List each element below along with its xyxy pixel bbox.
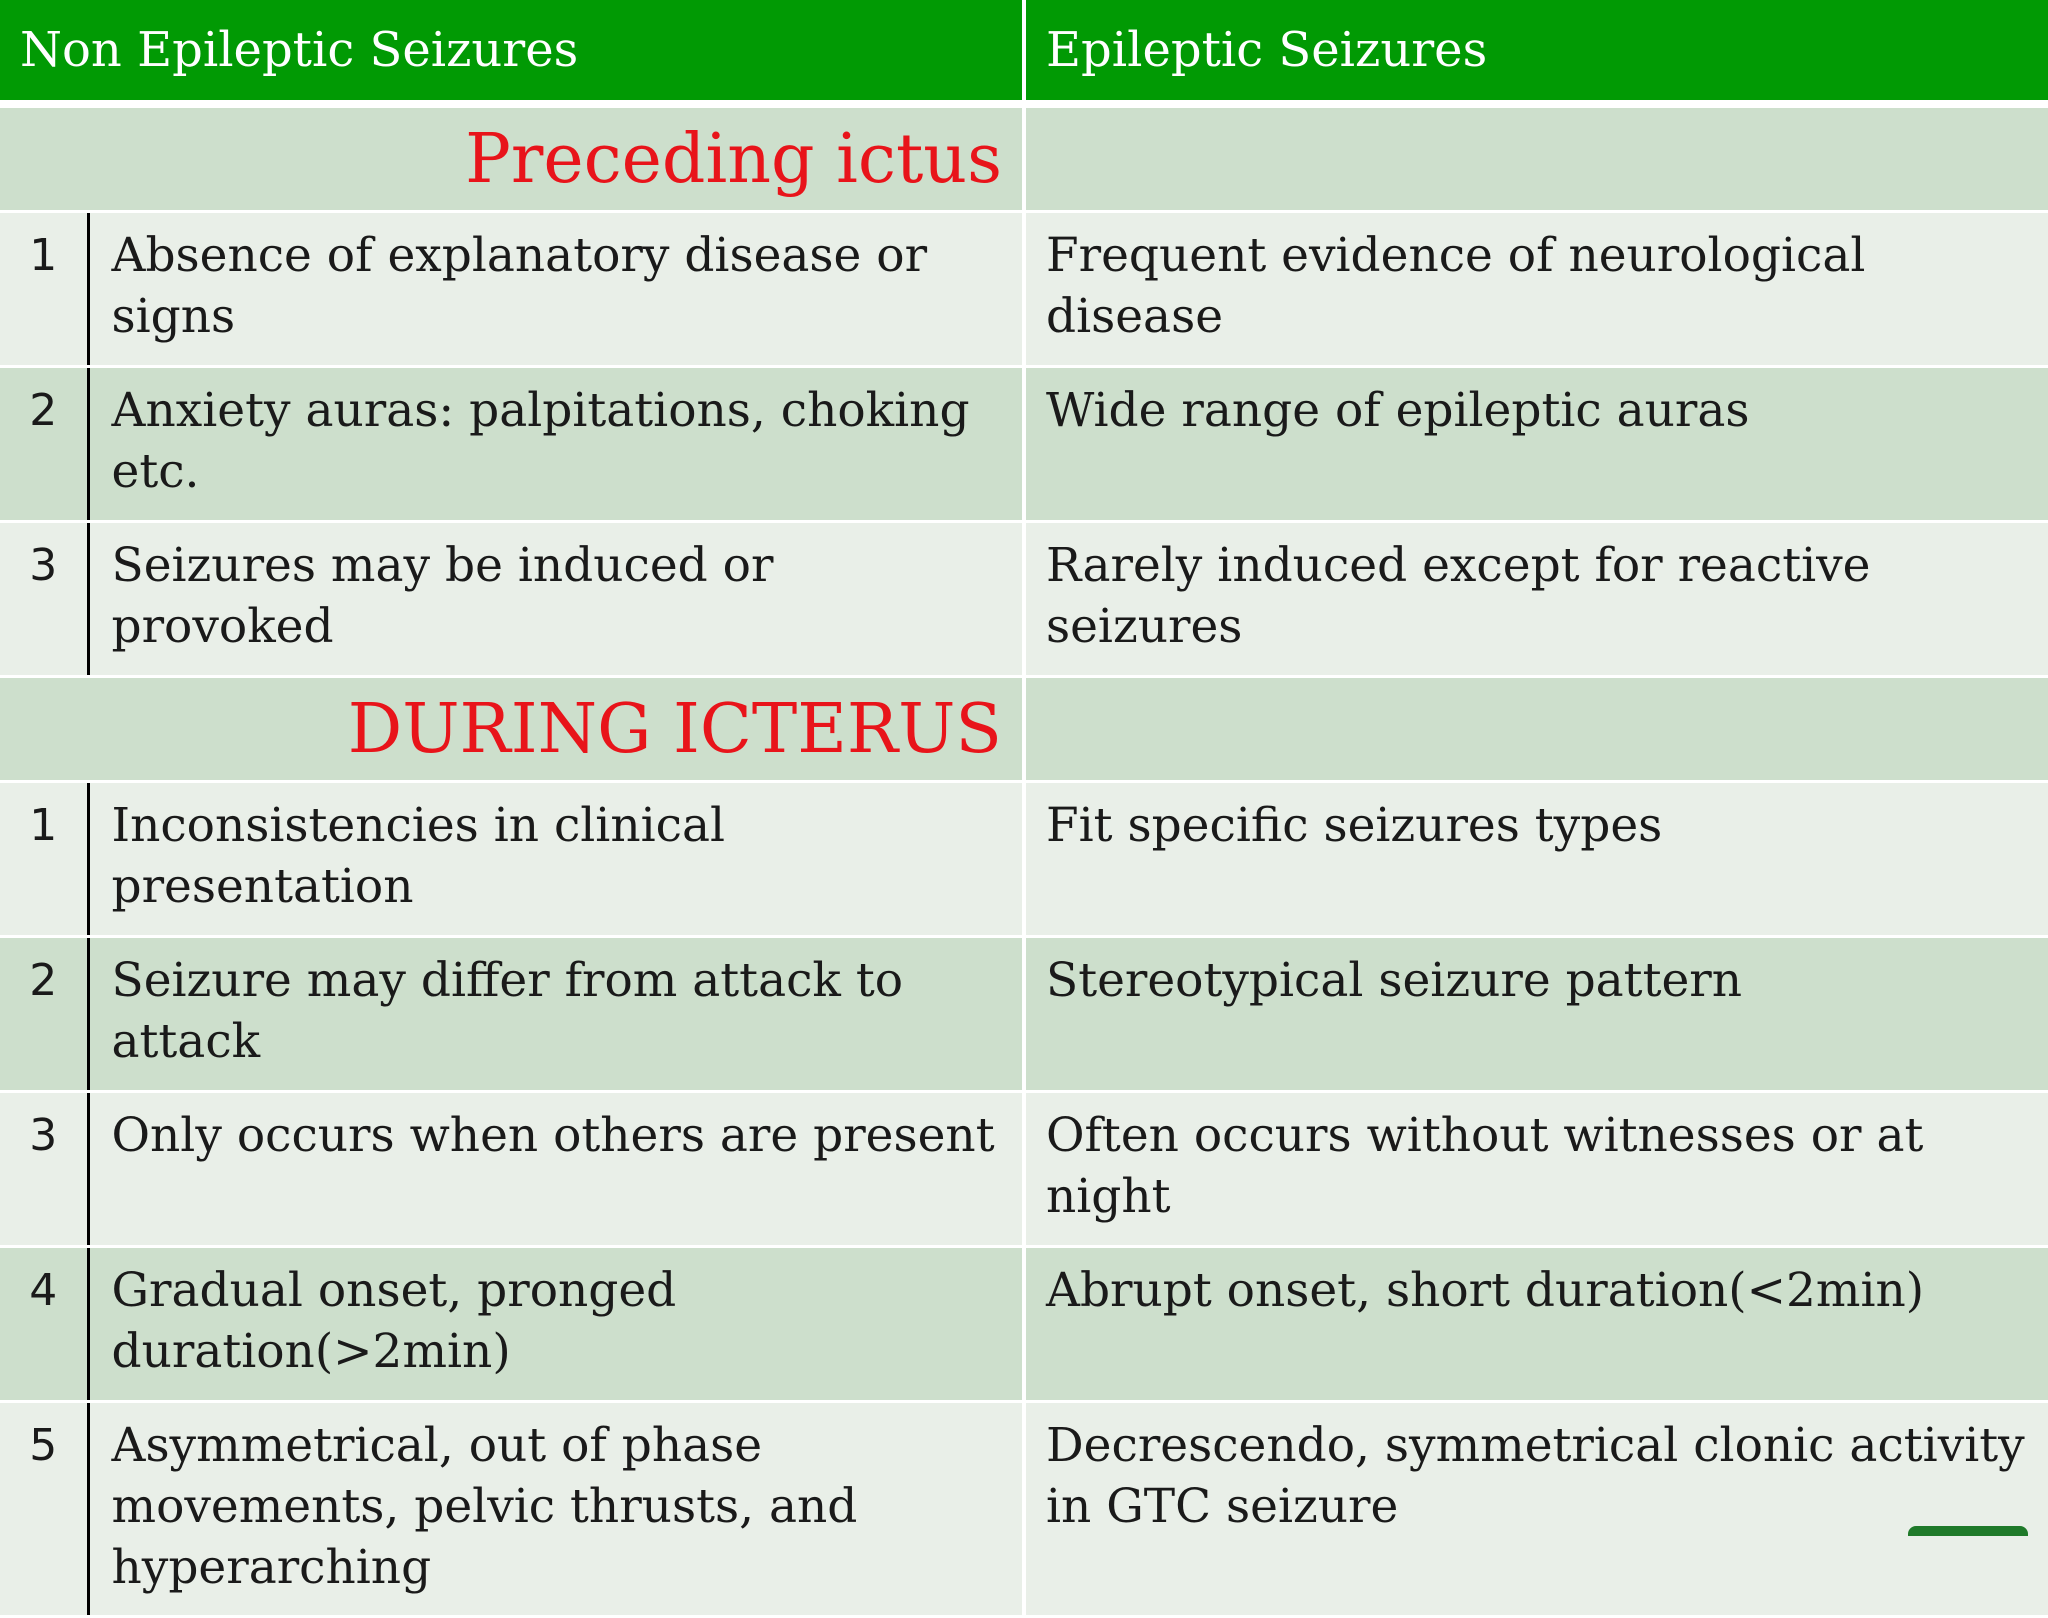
non-epileptic-cell: Asymmetrical, out of phase movements, pelvic thrusts, and hyperarching — [88, 1402, 1024, 1617]
epileptic-cell: Fit specific seizures types — [1024, 782, 2048, 937]
non-epileptic-cell: Seizures may be induced or provoked — [88, 522, 1024, 677]
table-header-row — [0, 0, 2048, 104]
header-non-epileptic: Non Epileptic Seizures — [0, 0, 1024, 104]
table-row — [0, 1092, 2048, 1247]
table-row — [0, 522, 2048, 677]
non-epileptic-cell: Seizure may differ from attack to attack — [88, 937, 1024, 1092]
epileptic-cell: Rarely induced except for reactive seizures — [1024, 522, 2048, 677]
section-empty-cell — [1024, 104, 2048, 212]
row-number: 2 — [0, 367, 88, 522]
epileptic-cell: Abrupt onset, short duration(<2min) — [1024, 1247, 2048, 1402]
section-row-preceding — [0, 104, 2048, 212]
row-number: 2 — [0, 937, 88, 1092]
row-number: 5 — [0, 1402, 88, 1617]
table-row — [0, 367, 2048, 522]
epileptic-cell: Decrescendo, symmetrical clonic activity in GTC seizure — [1024, 1402, 2048, 1617]
section-title-preceding: Preceding ictus — [0, 104, 1024, 212]
non-epileptic-cell: Gradual onset, pronged duration(>2min) — [88, 1247, 1024, 1402]
row-number: 1 — [0, 212, 88, 367]
section-empty-cell — [1024, 677, 2048, 782]
row-number: 3 — [0, 1092, 88, 1247]
epileptic-cell: Frequent evidence of neurological disease — [1024, 212, 2048, 367]
non-epileptic-cell: Only occurs when others are present — [88, 1092, 1024, 1247]
epileptic-cell: Stereotypical seizure pattern — [1024, 937, 2048, 1092]
table-row — [0, 212, 2048, 367]
table-row — [0, 1247, 2048, 1402]
row-number: 4 — [0, 1247, 88, 1402]
row-number: 3 — [0, 522, 88, 677]
section-row-during — [0, 677, 2048, 782]
epileptic-cell: Wide range of epileptic auras — [1024, 367, 2048, 522]
section-title-during: DURING ICTERUS — [0, 677, 1024, 782]
epileptic-cell: Often occurs without witnesses or at night — [1024, 1092, 2048, 1247]
table-row — [0, 1402, 2048, 1617]
non-epileptic-cell: Absence of explanatory disease or signs — [88, 212, 1024, 367]
row-number: 1 — [0, 782, 88, 937]
header-epileptic: Epileptic Seizures — [1024, 0, 2048, 104]
non-epileptic-cell: Inconsistencies in clinical presentation — [88, 782, 1024, 937]
non-epileptic-cell: Anxiety auras: palpitations, choking etc. — [88, 367, 1024, 522]
table-row — [0, 937, 2048, 1092]
table-row — [0, 782, 2048, 937]
corner-decoration — [1908, 1526, 2028, 1536]
